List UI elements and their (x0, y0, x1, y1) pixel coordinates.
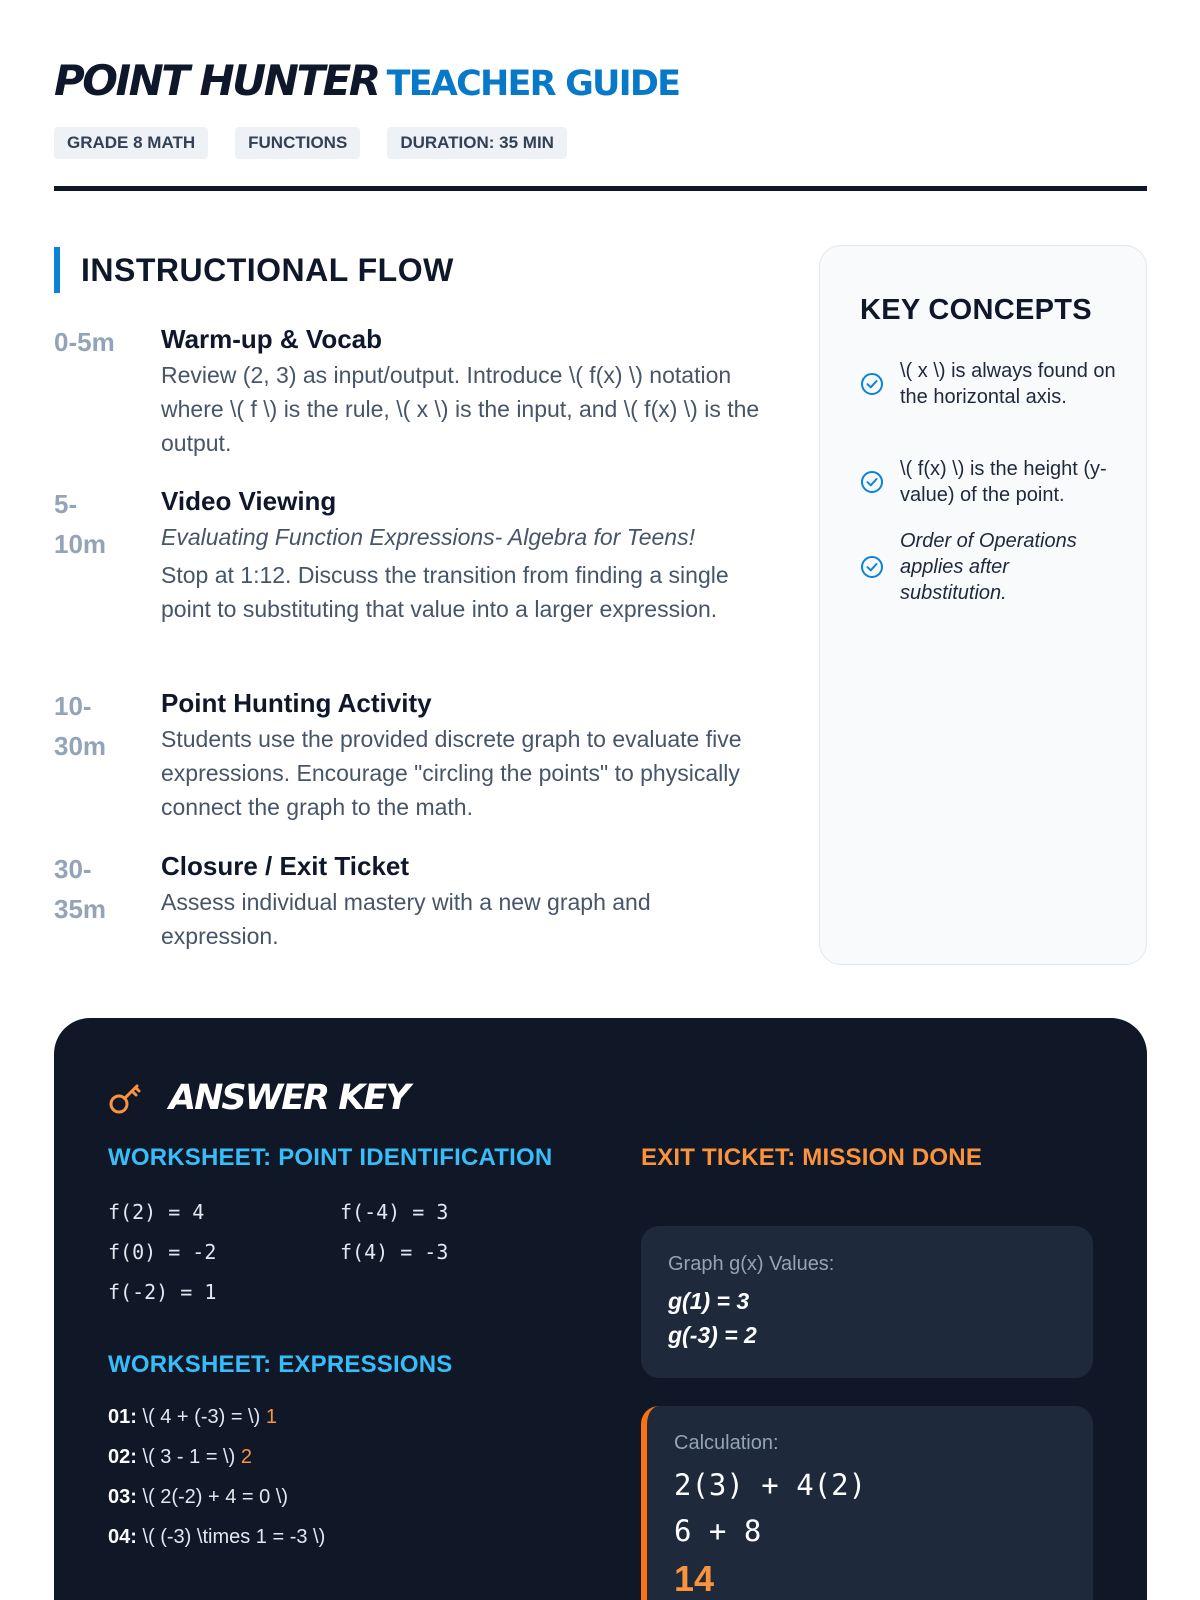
answer-key-heading: ANSWER KEY (169, 1078, 409, 1118)
concept-text: \( f(x) \) is the height (y-value) of the point. (900, 458, 1107, 506)
graph-value: g(-3) = 2 (668, 1322, 757, 1348)
title-sub: TEACHER GUIDE (386, 64, 680, 104)
tag-duration: DURATION: 35 MIN (387, 127, 567, 159)
header-divider (54, 186, 1147, 191)
expression-answer: 03: \( 2(-2) + 4 = 0 \) (108, 1486, 289, 1508)
check-circle-icon (860, 362, 888, 410)
graph-value: g(1) = 3 (668, 1288, 750, 1314)
calculation-label: Calculation: (674, 1432, 779, 1454)
step-time: 10-30m (54, 691, 107, 761)
step-title: Warm-up & Vocab (161, 324, 383, 354)
tag-topic: FUNCTIONS (235, 127, 360, 159)
step-title: Closure / Exit Ticket (161, 851, 410, 881)
check-circle-icon (860, 532, 888, 606)
calculation-card (641, 1406, 1093, 1600)
expression-answer: 02: \( 3 - 1 = \) 2 (108, 1446, 252, 1468)
exit-ticket-heading: EXIT TICKET: MISSION DONE (641, 1144, 983, 1171)
expression-answer: 04: \( (-3) \times 1 = -3 \) (108, 1526, 326, 1548)
concept-text: \( x \) is always found on the horizontal axis. (900, 360, 1116, 408)
key-concepts-card (819, 245, 1147, 965)
concept-text: Order of Operations applies after substitution. (900, 530, 1077, 604)
concept-item (860, 456, 1120, 508)
key-icon (108, 1079, 144, 1117)
expression-answer: 01: \( 4 + (-3) = \) 1 (108, 1406, 277, 1428)
step-time: 0-5m (54, 327, 115, 357)
step-title: Video Viewing (161, 486, 337, 516)
point-answer: f(-2) = 1 (108, 1280, 217, 1304)
point-answer: f(-4) = 3 (340, 1200, 449, 1224)
tag-grade: GRADE 8 MATH (54, 127, 208, 159)
step-text: Stop at 1:12. Discuss the transition from finding a single point to substituting that value into a larger expression. (161, 562, 729, 622)
point-answer: f(2) = 4 (108, 1200, 205, 1224)
tag-list (54, 127, 567, 159)
video-title: Evaluating Function Expressions- Algebra for Teens! (161, 524, 695, 550)
points-heading: WORKSHEET: POINT IDENTIFICATION (108, 1144, 553, 1171)
step-text: Students use the provided discrete graph to evaluate five expressions. Encourage "circling the points" to physically connect the graph to the math. (161, 726, 742, 820)
step-time: 30-35m (54, 854, 107, 924)
step-text: Assess individual mastery with a new graph and expression. (161, 889, 651, 949)
step-title: Point Hunting Activity (161, 688, 432, 718)
point-answer: f(0) = -2 (108, 1240, 217, 1264)
step-time: 5-10m (54, 489, 107, 559)
calculation-result: 14 (674, 1558, 715, 1599)
flow-heading (54, 247, 454, 293)
calculation-line: 2(3) + 4(2) (674, 1468, 867, 1502)
graph-values-label: Graph g(x) Values: (668, 1253, 835, 1275)
title-main: POINT HUNTER (54, 56, 379, 105)
expressions-heading: WORKSHEET: EXPRESSIONS (108, 1351, 453, 1378)
step-text: Review (2, 3) as input/output. Introduce \( f(x) \) notation where \( f \) is the rule, \( x \) is the input, and \( f(x) \) is the output. (161, 362, 760, 456)
check-circle-icon (860, 460, 888, 508)
key-concepts-heading: KEY CONCEPTS (860, 294, 1092, 326)
concept-item (860, 528, 1120, 606)
answer-key-panel (54, 1018, 1147, 1600)
page-title (54, 56, 679, 105)
point-answer: f(4) = -3 (340, 1240, 449, 1264)
teacher-guide-page (54, 0, 1147, 1600)
graph-values-card (641, 1226, 1093, 1378)
answer-key-title (108, 1078, 409, 1118)
flow-heading-text: INSTRUCTIONAL FLOW (81, 251, 454, 288)
concept-item (860, 358, 1120, 410)
calculation-line: 6 + 8 (674, 1514, 762, 1548)
